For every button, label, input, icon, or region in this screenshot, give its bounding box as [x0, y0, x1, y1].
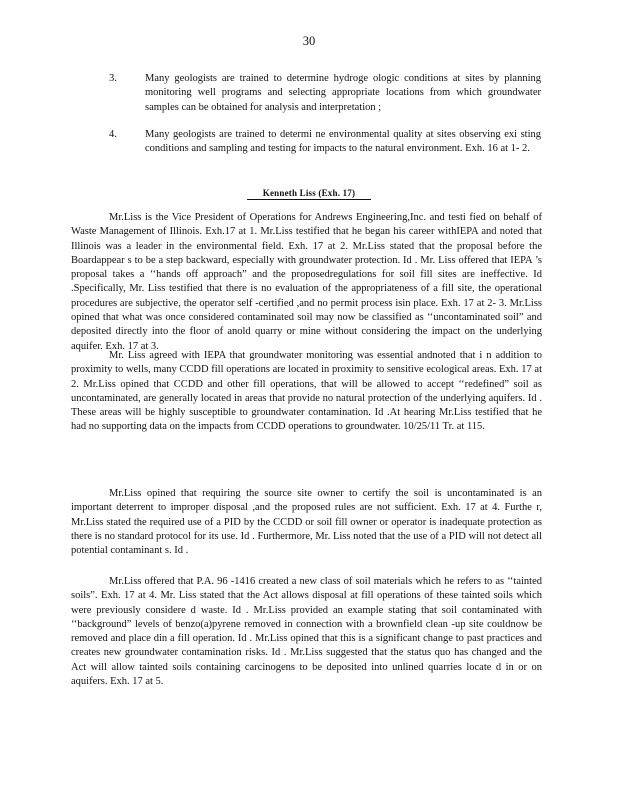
- page-number: 30: [302, 34, 316, 48]
- body-paragraph: [71, 487, 542, 558]
- list-item-number: 3.: [109, 73, 117, 84]
- section-heading: [0, 183, 618, 201]
- list-item-number: 4.: [109, 129, 117, 140]
- list-item-text: Many geologists are trained to determi ne environmental quality at sites observing exi sting conditions and sampling and testing for impacts to the natural environment. Exh. 16 at 1- 2.: [145, 129, 541, 155]
- list-item: [109, 72, 541, 115]
- list-item: [109, 128, 541, 157]
- paragraph-text: Mr.Liss is the Vice President of Operations for Andrews Engineering,Inc. and testi fied on behalf of Waste Management of Illinois. Exh.17 at 1. Mr.Liss testified that he began his career withIEPA and noted that Illinois was a leader in the environmental field. Exh. 17 at 2. Mr.Liss stated that the proposal before the Boardappear s to be a step backward, especially with groundwater protection. Id . Mr. Liss offered that IEPA ’s proposal takes a ‘‘hands off approach” and the proposedregulations for soil fill sites are ineffective. Id .Specifically, Mr. Liss testified that there is no evaluation of the appropriateness of a fill site, the operational procedures are subjective, the operator self -certified ,and no permit process isin place. Exh. 17 at 2- 3. Mr.Liss opined that what was once considered contaminated soil may now be classified as ‘‘uncontaminated soil” and deposited directly into the floor of anold quarry or mine without considering the impact on the underlying aquifer. Exh. 17 at 3.: [71, 212, 542, 352]
- body-paragraph: [71, 575, 542, 689]
- body-paragraph: [71, 211, 542, 354]
- paragraph-text: Mr.Liss offered that P.A. 96 -1416 created a new class of soil materials which he refers to as ‘‘tainted soils”. Exh. 17 at 4. Mr. Liss stated that the Act allows disposal at fill operations of these tainted soils which were previously considere d waste. Id . Mr.Liss provided an example stating that soil contaminated with ‘‘background” levels of benzo(a)pyrene removed in connection with a brownfield clean -up site couldnow be removed and place din a fill operation. Id . Mr.Liss opined that this is a significant change to past practices and creates new groundwater contamination risks. Id . Mr.Liss suggested that the status quo has changed and the Act will allow tainted soils containing carcinogens to be deposited into unlined quarries locate d in or on aquifers. Exh. 17 at 5.: [71, 576, 542, 688]
- numbered-list: [109, 128, 541, 157]
- section-heading-text: Kenneth Liss (Exh. 17): [247, 188, 371, 200]
- list-item-text: Many geologists are trained to determine hydroge ologic conditions at sites by planning monitoring well programs and selecting appropriate locations from which groundwater samples can be obtained for analysis and interpretation ;: [145, 73, 541, 113]
- body-paragraph: [71, 349, 542, 435]
- paragraph-text: Mr.Liss opined that requiring the source site owner to certify the soil is uncontaminated is an important deterrent to improper disposal ,and the proposed rules are not sufficient. Exh. 17 at 4. Furthe r, Mr.Liss stated the required use of a PID by the CCDD or soil fill owner or operator is inadequate protection as there is no standard protocol for its use. Id . Furthermore, Mr. Liss noted that the use of a PID will not detect all potential contaminant s. Id .: [71, 488, 542, 557]
- paragraph-text: Mr. Liss agreed with IEPA that groundwater monitoring was essential andnoted that i n addition to proximity to wells, many CCDD fill operations are located in proximity to sensitive ecological areas. Exh. 17 at 2. Mr.Liss opined that CCDD and other fill operations, that will be allowed to accept ‘‘redefined” soil as uncontaminated, are generally located in areas that provide no natural protection of the underlying aquifers. Id . These areas will be highly susceptible to groundwater contamination. Id .At hearing Mr.Liss testified that he had no supporting data on the impacts from CCDD operations to groundwater. 10/25/11 Tr. at 115.: [71, 350, 542, 433]
- numbered-list: [109, 72, 541, 115]
